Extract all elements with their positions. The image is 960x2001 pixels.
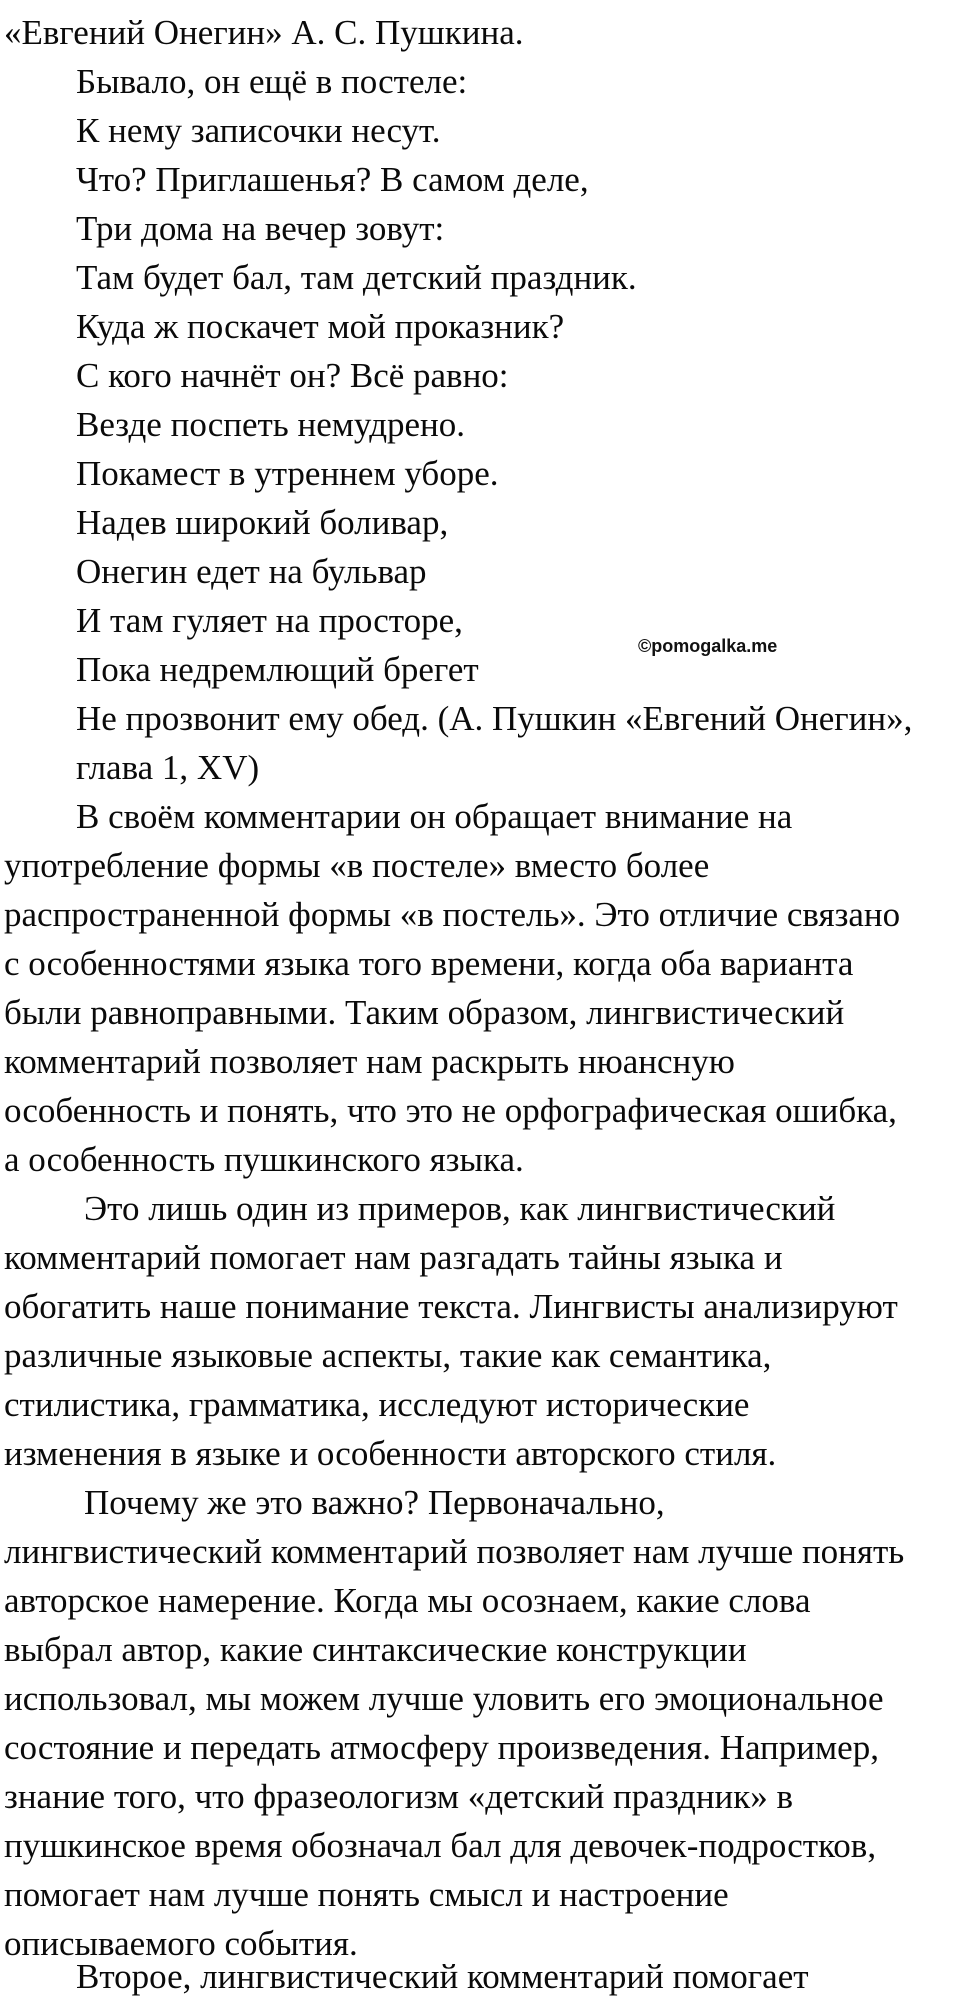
paragraph-line: стилистика, грамматика, исследуют исторические (4, 1385, 750, 1424)
paragraph-line: состояние и передать атмосферу произведения. Например, (4, 1728, 879, 1767)
paragraph-line: особенность и понять, что это не орфографическая ошибка, (4, 1091, 897, 1130)
poem-line: Онегин едет на бульвар (76, 552, 427, 591)
paragraph-line: употребление формы «в постеле» вместо более (4, 846, 710, 885)
poem-line: Три дома на вечер зовут: (76, 209, 445, 248)
paragraph-line: различные языковые аспекты, такие как семантика, (4, 1336, 772, 1375)
watermark: ©pomogalka.me (638, 636, 778, 656)
paragraph-line: обогатить наше понимание текста. Лингвисты анализируют (4, 1287, 898, 1326)
paragraph-line: с особенностями языка того времени, когда оба варианта (4, 944, 854, 983)
poem-line: Везде поспеть немудрено. (76, 405, 466, 444)
paragraph-line: использовал, мы можем лучше уловить его эмоциональное (4, 1679, 884, 1718)
poem-line: Куда ж поскачет мой проказник? (76, 307, 565, 346)
paragraph-line: распространенной формы «в постель». Это отличие связано (4, 895, 901, 934)
poem-line: Покамест в утреннем уборе. (76, 454, 499, 493)
paragraph-line: знание того, что фразеологизм «детский праздник» в (4, 1777, 794, 1816)
paragraph-line: лингвистический комментарий позволяет нам лучше понять (4, 1532, 905, 1571)
text-line: «Евгений Онегин» А. С. Пушкина. (4, 13, 524, 52)
poem-line: И там гуляет на просторе, (76, 601, 463, 640)
paragraph-line: выбрал автор, какие синтаксические конструкции (4, 1630, 747, 1669)
paragraph-line: Почему же это важно? Первоначально, (84, 1483, 665, 1522)
paragraph-line: В своём комментарии он обращает внимание на (76, 797, 793, 836)
poem-line: Бывало, он ещё в постеле: (76, 62, 468, 101)
paragraph-line: авторское намерение. Когда мы осознаем, какие слова (4, 1581, 811, 1620)
poem-line: К нему записочки несут. (76, 111, 441, 150)
poem-line: Не прозвонит ему обед. (А. Пушкин «Евгений Онегин», (76, 699, 913, 738)
paragraph-line: пушкинское время обозначал бал для девочек-подростков, (4, 1826, 877, 1865)
paragraph-line: комментарий помогает нам разгадать тайны языка и (4, 1238, 783, 1277)
paragraph-line: Это лишь один из примеров, как лингвистический (84, 1189, 836, 1228)
poem-line: Там будет бал, там детский праздник. (76, 258, 637, 297)
poem-line: Надев широкий боливар, (76, 503, 449, 542)
paragraph-line: а особенность пушкинского языка. (4, 1140, 524, 1179)
poem-line: С кого начнёт он? Всё равно: (76, 356, 509, 395)
paragraph-line: комментарий позволяет нам раскрыть нюансную (4, 1042, 735, 1081)
paragraph-line: были равноправными. Таким образом, лингвистический (4, 993, 845, 1032)
poem-line: глава 1, XV) (76, 748, 260, 787)
poem-line: Что? Приглашенья? В самом деле, (76, 160, 589, 199)
paragraph-line: изменения в языке и особенности авторского стиля. (4, 1434, 777, 1473)
paragraph-line: описываемого события. (4, 1924, 358, 1963)
paragraph-line: Второе, лингвистический комментарий помогает (76, 1957, 809, 1996)
paragraph-line: помогает нам лучше понять смысл и настроение (4, 1875, 729, 1914)
poem-line: Пока недремлющий брегет (76, 650, 479, 689)
